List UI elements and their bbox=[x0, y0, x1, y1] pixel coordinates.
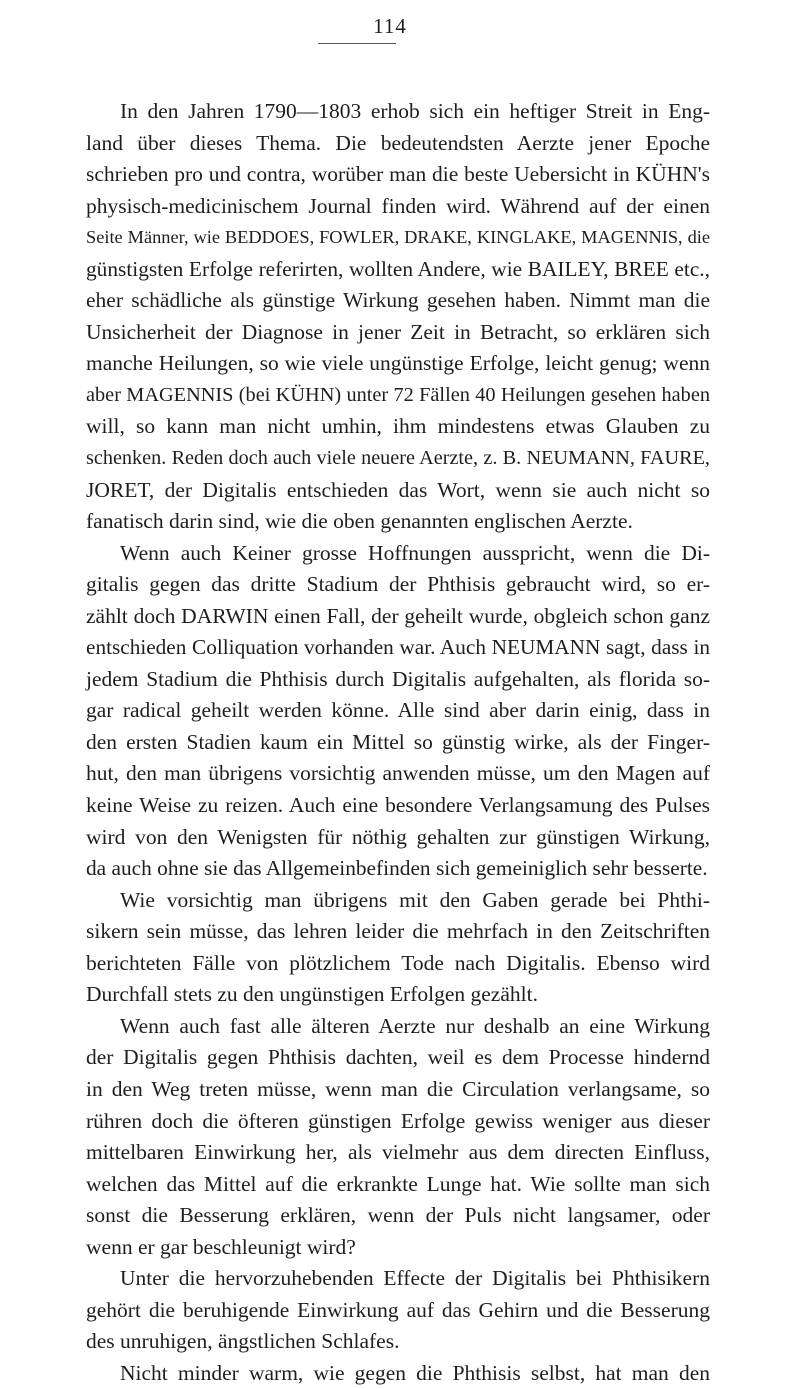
text-line: wird von den Wenigsten für nöthig gehalten zur günstigen Wirkung, bbox=[86, 824, 710, 849]
text-line: gehört die beruhigende Einwirkung auf das Gehirn und die Besserung bbox=[86, 1297, 710, 1322]
text-line: rühren doch die öfteren günstigen Erfolge gewiss weniger aus dieser bbox=[86, 1108, 710, 1133]
text-line: physisch-medicinischem Journal finden wird. Während auf der einen bbox=[86, 193, 710, 218]
text-line: den ersten Stadien kaum ein Mittel so günstig wirke, als der Finger- bbox=[86, 729, 710, 754]
text-line: der Digitalis gegen Phthisis dachten, weil es dem Processe hindernd bbox=[86, 1045, 710, 1070]
text-line: eher schädliche als günstige Wirkung gesehen haben. Nimmt man die bbox=[86, 288, 710, 313]
text-line: JORET, der Digitalis entschieden das Wort, wenn sie auch nicht so bbox=[86, 477, 710, 502]
text-line: günstigsten Erfolge referirten, wollten Andere, wie BAILEY, BREE etc., bbox=[86, 256, 710, 281]
text-line: mittelbaren Einwirkung her, als vielmehr aus dem directen Einfluss, bbox=[86, 1140, 710, 1165]
text-line: berichteten Fälle von plötzlichem Tode nach Digitalis. Ebenso wird bbox=[86, 950, 710, 975]
text-line: manche Heilungen, so wie viele ungünstige Erfolge, leicht genug; wenn bbox=[86, 351, 710, 376]
text-line: will, so kann man nicht umhin, ihm mindestens etwas Glauben zu bbox=[86, 414, 710, 439]
text-line: Durchfall stets zu den ungünstigen Erfolgen gezählt. bbox=[86, 982, 538, 1007]
text-line: land über dieses Thema. Die bedeutendsten Aerzte jener Epoche bbox=[86, 130, 710, 155]
text-line: zählt doch DARWIN einen Fall, der geheilt wurde, obgleich schon ganz bbox=[86, 603, 710, 628]
text-line: Unter die hervorzuhebenden Effecte der Digitalis bei Phthisikern bbox=[120, 1266, 710, 1291]
text-line: gitalis gegen das dritte Stadium der Phthisis gebraucht wird, so er- bbox=[86, 572, 710, 597]
page-number: 114 bbox=[373, 14, 407, 38]
text-line: in den Weg treten müsse, wenn man die Circulation verlangsame, so bbox=[86, 1076, 710, 1101]
text-line: schenken. Reden doch auch viele neuere Aerzte, z. B. NEUMANN, FAURE, bbox=[86, 447, 710, 470]
text-line: aber MAGENNIS (bei KÜHN) unter 72 Fällen 40 Heilungen gesehen haben bbox=[86, 383, 710, 406]
text-line: fanatisch darin sind, wie die oben genannten englischen Aerzte. bbox=[86, 509, 633, 534]
text-line: wenn er gar beschleunigt wird? bbox=[86, 1234, 356, 1259]
text-line: hut, den man übrigens vorsichtig anwenden müsse, um den Magen auf bbox=[86, 761, 710, 786]
text-line: Seite Männer, wie BEDDOES, FOWLER, DRAKE, KINGLAKE, MAGENNIS, die bbox=[86, 227, 710, 248]
text-line: Unsicherheit der Diagnose in jener Zeit in Betracht, so erklären sich bbox=[86, 319, 710, 344]
text-line: jedem Stadium die Phthisis durch Digitalis aufgehalten, als florida so- bbox=[86, 666, 710, 691]
text-line: entschieden Colliquation vorhanden war. Auch NEUMANN sagt, dass in bbox=[86, 635, 710, 660]
text-line: keine Weise zu reizen. Auch eine besondere Verlangsamung des Pulses bbox=[86, 793, 710, 818]
body-text bbox=[86, 96, 710, 1389]
text-line: da auch ohne sie das Allgemeinbefinden sich gemeiniglich sehr besserte. bbox=[86, 856, 708, 881]
text-line: Wenn auch fast alle älteren Aerzte nur deshalb an eine Wirkung bbox=[120, 1013, 710, 1038]
text-line: Wie vorsichtig man übrigens mit den Gaben gerade bei Phthi- bbox=[120, 887, 710, 912]
text-line: Nicht minder warm, wie gegen die Phthisis selbst, hat man den bbox=[120, 1360, 710, 1385]
text-line: gar radical geheilt werden könne. Alle sind aber darin einig, dass in bbox=[86, 698, 710, 723]
text-line: In den Jahren 1790—1803 erhob sich ein heftiger Streit in Eng- bbox=[120, 99, 710, 123]
text-line: schrieben pro und contra, worüber man die beste Uebersicht in KÜHN's bbox=[86, 162, 710, 187]
text-line: sikern sein müsse, das lehren leider die mehrfach in den Zeitschriften bbox=[86, 919, 710, 944]
header-rule bbox=[318, 43, 396, 44]
text-line: sonst die Besserung erklären, wenn der Puls nicht langsamer, oder bbox=[86, 1203, 710, 1228]
text-line: welchen das Mittel auf die erkrankte Lunge hat. Wie sollte man sich bbox=[86, 1171, 710, 1196]
text-line: Wenn auch Keiner grosse Hoffnungen ausspricht, wenn die Di- bbox=[120, 540, 710, 565]
text-line: des unruhigen, ängstlichen Schlafes. bbox=[86, 1329, 400, 1354]
